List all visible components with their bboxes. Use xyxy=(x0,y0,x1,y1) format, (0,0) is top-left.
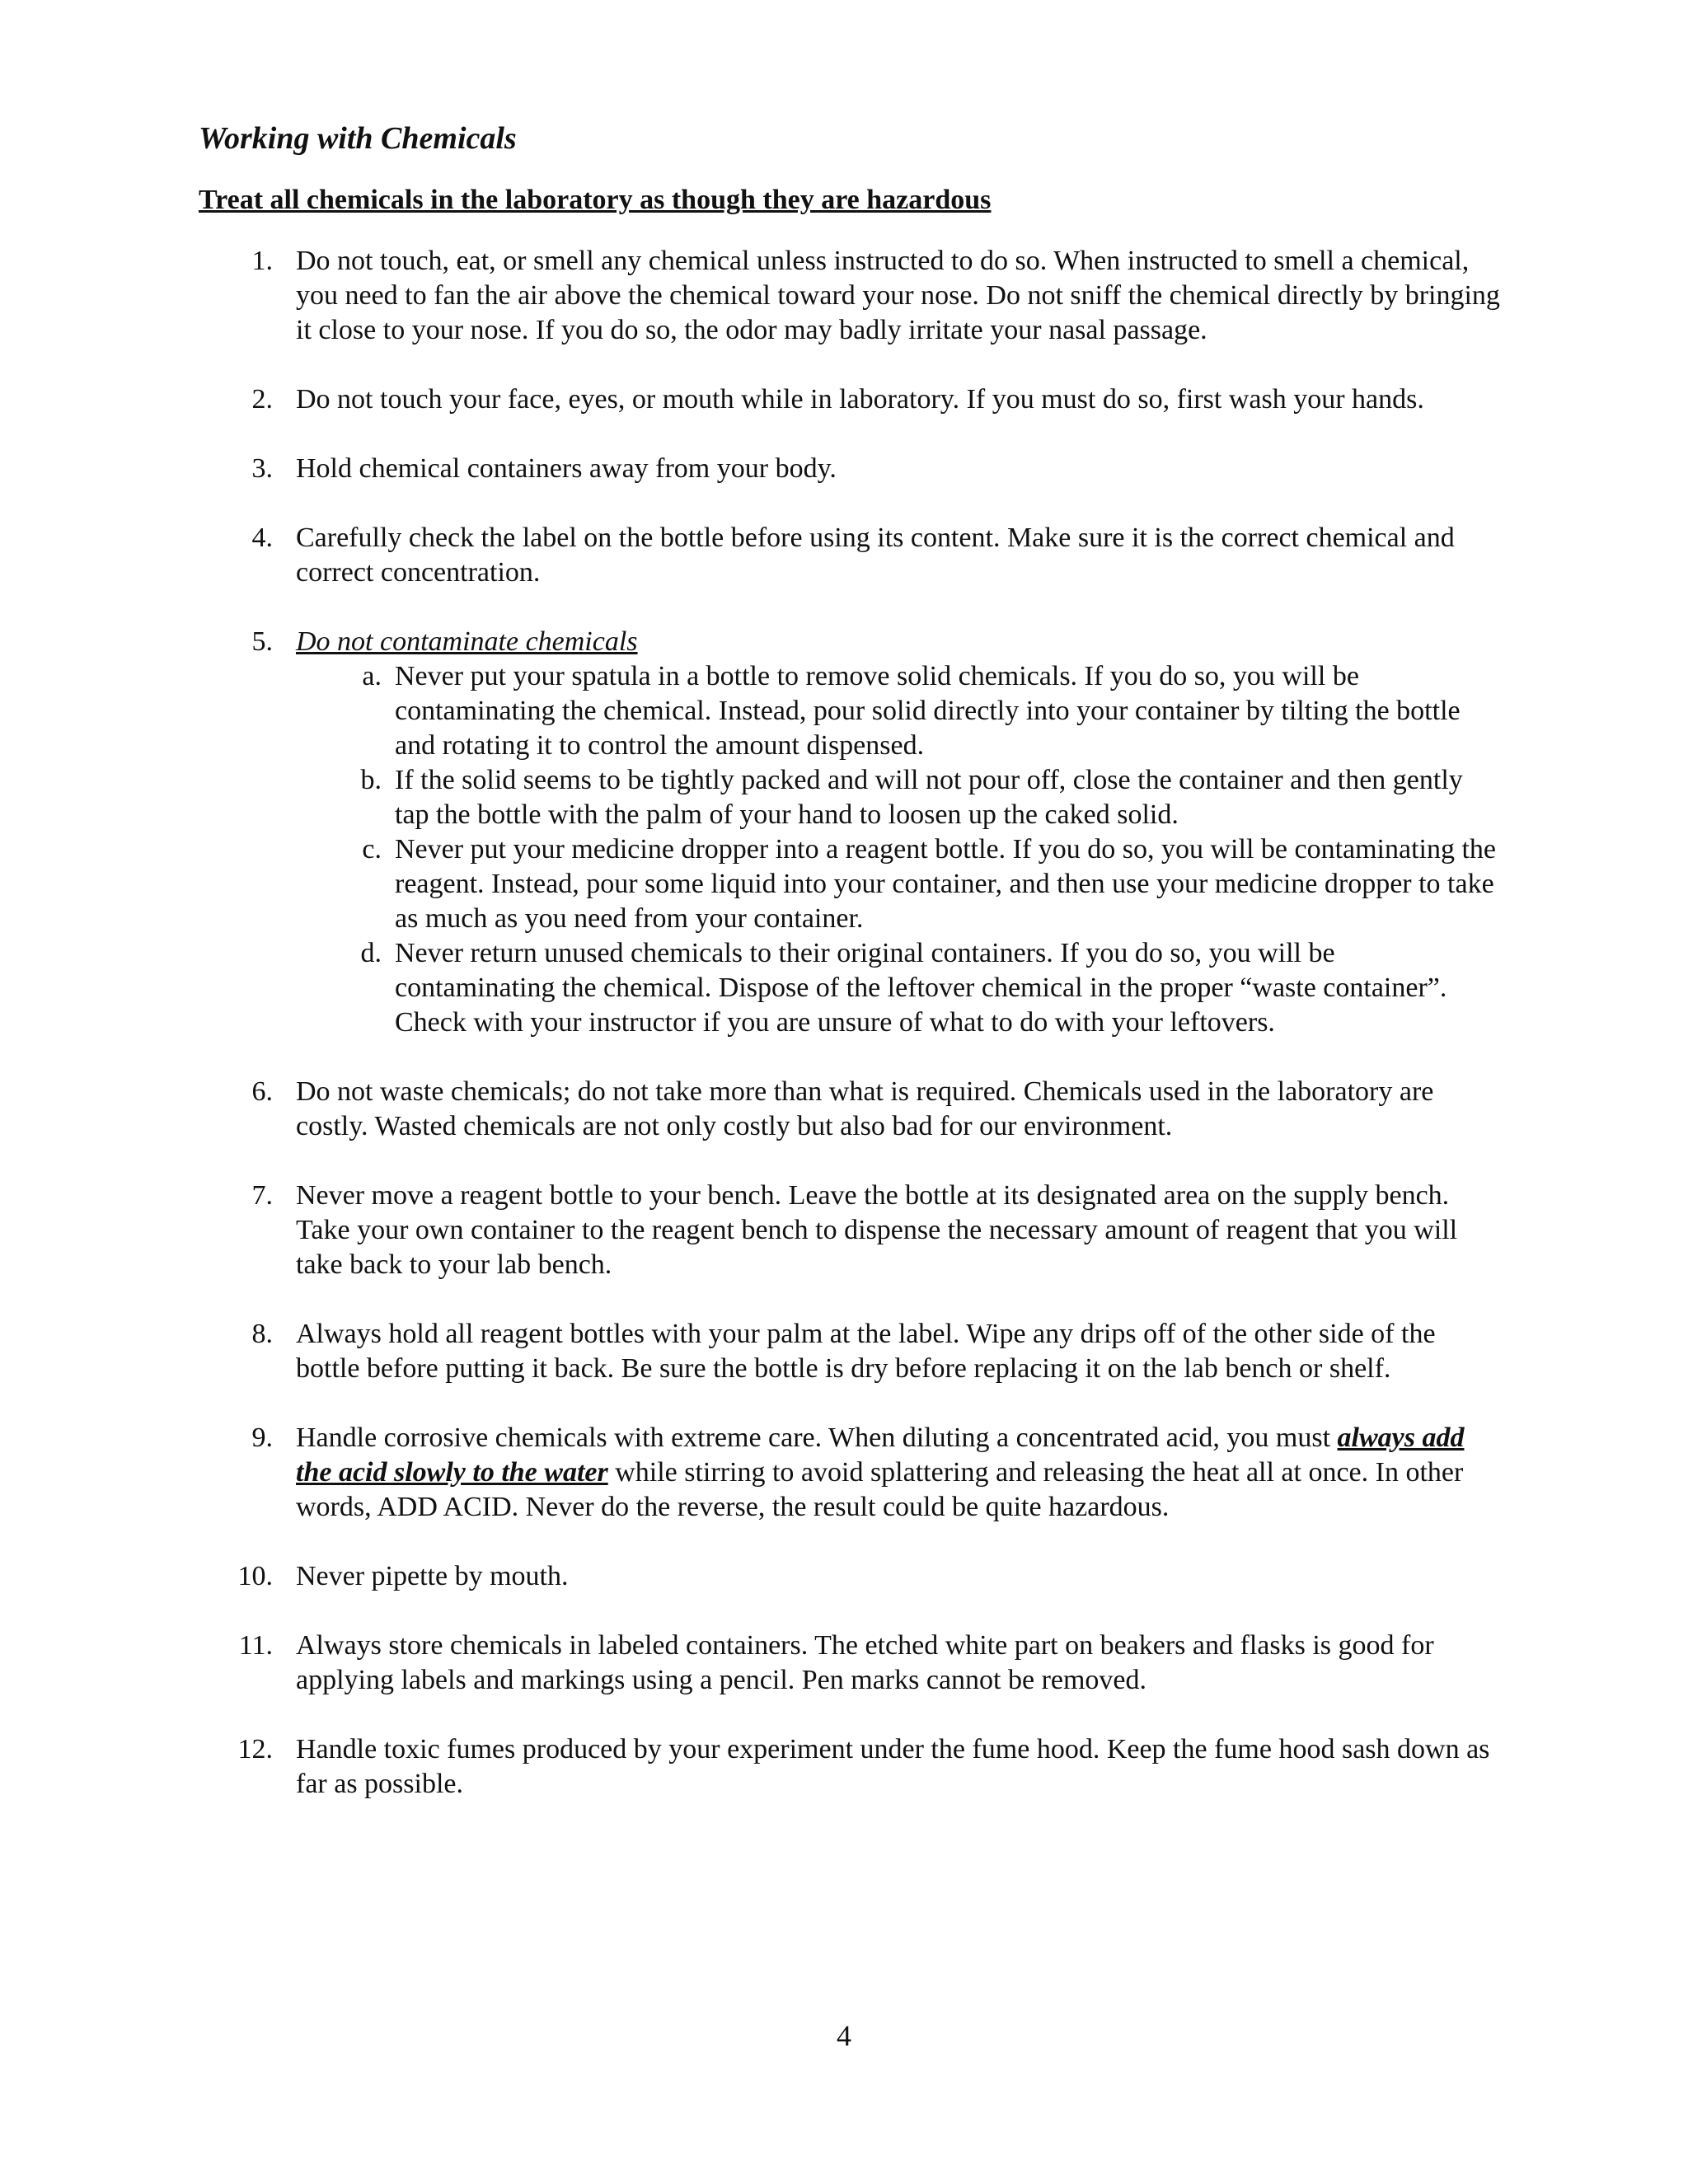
section-title: Working with Chemicals xyxy=(199,121,517,156)
item-text: Always hold all reagent bottles with your palm at the label. Wipe any drips off of the other side of the bottle before putting it back. Be sure the bottle is dry before replacing it on the lab bench or shelf. xyxy=(296,1319,1436,1384)
list-item xyxy=(199,452,1501,486)
sub-item-text: If the solid seems to be tightly packed and will not pour off, close the container and then gently tap the bottle with the palm of your hand to loosen up the caked solid. xyxy=(395,765,1463,830)
item-text xyxy=(296,1421,1501,1525)
item-number: 2. xyxy=(251,384,273,415)
sub-item-letter: b. xyxy=(360,765,382,795)
sub-list-item xyxy=(296,936,1501,1040)
item-number: 5. xyxy=(251,626,273,657)
item-text-after: while stirring to avoid splattering and releasing the heat all at once. In other words, ADD ACID. Never do the reverse, the result could be quite hazardous. xyxy=(296,1457,1464,1522)
item-text: Always store chemicals in labeled containers. The etched white part on beakers and flasks is good for applying labels and markings using a pencil. Pen marks cannot be removed. xyxy=(296,1630,1434,1695)
sub-list-item xyxy=(296,659,1501,763)
sub-item-text: Never put your spatula in a bottle to remove solid chemicals. If you do so, you will be contaminating the chemical. Instead, pour solid directly into your container by tilting the bottle and rotating it to control the amount dispensed. xyxy=(395,661,1461,761)
sub-item-letter: a. xyxy=(362,661,382,691)
list-item xyxy=(199,1075,1501,1144)
item-text-before: Handle corrosive chemicals with extreme care. When diluting a concentrated acid, you must xyxy=(296,1422,1338,1453)
item-number: 6. xyxy=(251,1076,273,1107)
item-number: 1. xyxy=(251,246,273,276)
item-text: Do not touch your face, eyes, or mouth while in laboratory. If you must do so, first wash your hands. xyxy=(296,384,1424,415)
list-item xyxy=(199,1629,1501,1698)
list-item xyxy=(199,244,1501,348)
item-text: Do not touch, eat, or smell any chemical unless instructed to do so. When instructed to smell a chemical, you need to fan the air above the chemical toward your nose. Do not sniff the chemical directly by bringing it close to your nose. If you do so, the odor may badly irritate your nasal passage. xyxy=(296,246,1500,345)
item-heading: Do not contaminate chemicals xyxy=(296,626,638,657)
list-item xyxy=(199,382,1501,417)
list-item xyxy=(199,1421,1501,1525)
item-text: Hold chemical containers away from your body. xyxy=(296,453,837,484)
list-item xyxy=(199,1732,1501,1802)
section-subheading: Treat all chemicals in the laboratory as though they are hazardous xyxy=(199,185,992,215)
sub-item-text: Never put your medicine dropper into a reagent bottle. If you do so, you will be contaminating the reagent. Instead, pour some liquid into your container, and then use your medicine dropper to take as much as you need from your container. xyxy=(395,834,1497,934)
sub-item-letter: d. xyxy=(360,938,382,968)
list-item xyxy=(199,1317,1501,1386)
sub-list-item xyxy=(296,763,1501,832)
sub-list xyxy=(296,659,1501,1040)
item-number: 4. xyxy=(251,523,273,553)
rules-list xyxy=(199,244,1501,1802)
item-text: Never move a reagent bottle to your bench. Leave the bottle at its designated area on the supply bench. Take your own container to the reagent bench to dispense the necessary amount of reagent that you will take back to your lab bench. xyxy=(296,1180,1458,1280)
list-item xyxy=(199,625,1501,1040)
item-number: 11. xyxy=(238,1630,273,1661)
sub-item-text: Never return unused chemicals to their original containers. If you do so, you will be contaminating the chemical. Dispose of the leftover chemical in the proper “waste container”. Check with your instructor if you are unsure of what to do with your leftovers. xyxy=(395,938,1447,1038)
item-number: 12. xyxy=(237,1734,273,1765)
item-number: 7. xyxy=(251,1180,273,1211)
list-item xyxy=(199,521,1501,590)
sub-item-letter: c. xyxy=(362,834,382,865)
page-number: 4 xyxy=(837,2019,851,2052)
item-emphasis: always add the acid slowly to the water xyxy=(296,1422,1465,1488)
item-text: Carefully check the label on the bottle before using its content. Make sure it is the correct chemical and correct concentration. xyxy=(296,523,1455,588)
item-number: 9. xyxy=(251,1422,273,1453)
sub-list-item xyxy=(296,832,1501,936)
page-content xyxy=(199,115,1501,1836)
item-number: 3. xyxy=(251,453,273,484)
item-number: 8. xyxy=(251,1319,273,1349)
item-text: Handle toxic fumes produced by your experiment under the fume hood. Keep the fume hood sash down as far as possible. xyxy=(296,1734,1490,1799)
list-item xyxy=(199,1179,1501,1282)
item-number: 10. xyxy=(237,1561,273,1591)
item-text: Do not waste chemicals; do not take more than what is required. Chemicals used in the laboratory are costly. Wasted chemicals are not only costly but also bad for our environment. xyxy=(296,1076,1434,1141)
item-text: Never pipette by mouth. xyxy=(296,1561,569,1591)
list-item xyxy=(199,1559,1501,1594)
